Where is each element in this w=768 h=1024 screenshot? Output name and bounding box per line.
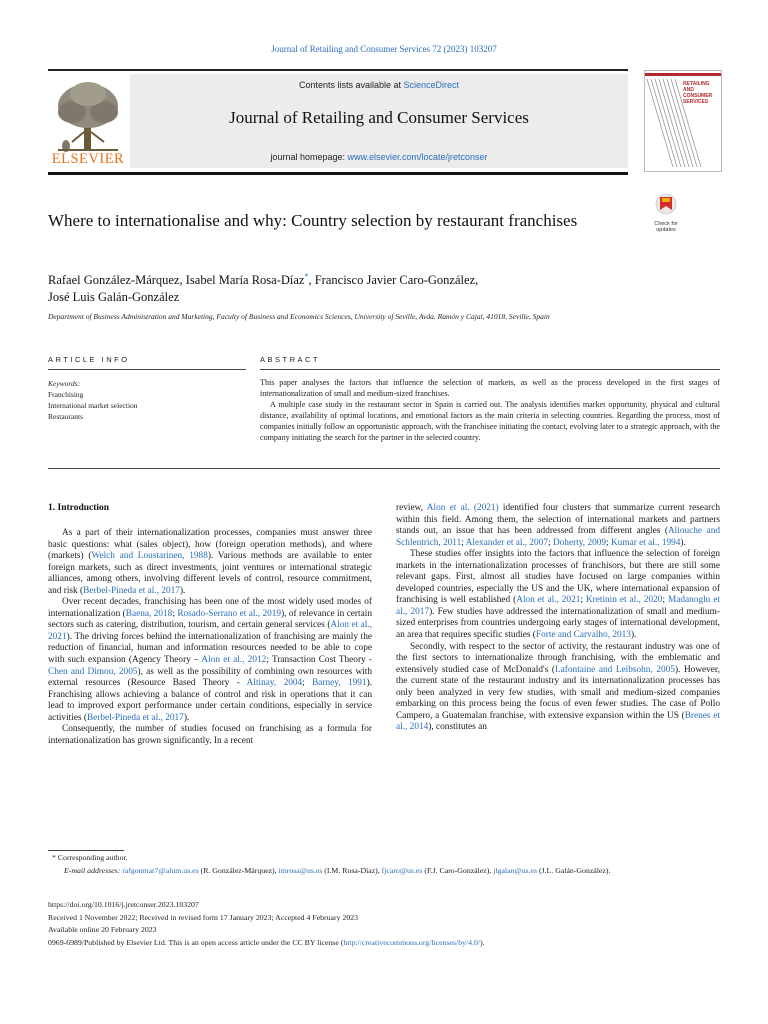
citation-link[interactable]: Alon et al., 2012 [201, 655, 267, 666]
citation-link[interactable]: Kumar et al., 1994 [610, 537, 681, 548]
article-title: Where to internationalise and why: Country selection by restaurant franchises [48, 211, 578, 230]
homepage-link[interactable]: www.elsevier.com/locate/jretconser [347, 152, 488, 162]
cover-title-line: SERVICES [683, 99, 709, 105]
check-updates-line: updates [656, 227, 676, 233]
citation-link[interactable]: Welch and Loustarinen, 1988 [91, 551, 208, 562]
header-bottom-rule [48, 172, 628, 175]
sciencedirect-link[interactable]: ScienceDirect [403, 80, 460, 90]
abstract-heading: ABSTRACT [260, 355, 321, 364]
email-list [122, 866, 610, 875]
license-line [48, 937, 720, 950]
body-paragraph: As a part of their internationalization processes, companies must answer three basic questions: what (sales object), how (foreign operation methods), and where (markets) (Welch and Loustarinen, 1988). Various methods are available to enter foreign markets, such as direct investments, joint ventures or international strategic alliances, among others, involving different levels of control, resource commitment, and risk (Berbel-Pineda et al., 2017). [48, 528, 372, 596]
affiliation: Department of Business Administration and Marketing, Faculty of Business and Economics Sciences, University of Seville, Avda. Ramón y Cajal, 41018, Seville, Spain [48, 312, 550, 321]
check-updates-label [646, 221, 686, 233]
authors-part-b: , Francisco Javier Caro-González, [308, 273, 479, 288]
citation-link[interactable]: Berbel-Pineda et al., 2017 [83, 585, 180, 596]
section-heading-introduction: 1. Introduction [48, 503, 110, 513]
article-info-rule [48, 369, 246, 370]
citation-link[interactable]: Doherty, 2009 [552, 537, 607, 548]
citation-link[interactable]: Berbel-Pineda et al., 2017 [86, 712, 184, 723]
abstract-paragraph-2: A multiple case study in the restaurant sector in Spain is carried out. The analysis identifies market opportunity, physical and cultural distance, availability of optimal locations, and emotional factors as the main criteria in selecting countries. Regarding the process, most of companies initially follow an opportunistic approach, with the franchisee initiating the contact, evolving later to a strategic approach, with the company initiating the search for the partner in the selected country. [260, 399, 720, 442]
keyword: Restaurants [48, 412, 83, 421]
authors-part-a: Rafael González-Márquez, Isabel María Rosa-Díaz [48, 273, 305, 288]
email-link[interactable]: imrosa@us.es [278, 866, 323, 875]
corresponding-author-mark[interactable]: * [304, 272, 309, 281]
citation-link[interactable]: Altinay, 2004 [246, 678, 303, 689]
keyword: Franchising [48, 390, 84, 399]
abstract-rule [260, 369, 720, 370]
citation-link[interactable]: Lafontaine and Leibsohn, 2005 [555, 664, 675, 675]
authors-line-2: José Luis Galán-González [48, 290, 180, 305]
received-dates: Received 1 November 2022; Received in revised form 17 January 2023; Accepted 4 February 2023 [48, 913, 359, 922]
keywords-label: Keywords: [48, 379, 81, 388]
citation-link[interactable]: Chen and Dimou, 2005 [48, 666, 138, 677]
header-top-rule [48, 69, 628, 71]
author-list [48, 268, 648, 306]
check-for-updates-badge[interactable] [646, 193, 686, 233]
available-online: Available online 20 February 2023 [48, 925, 157, 934]
body-column-right [396, 503, 720, 734]
email-owner: (J.L. Galán-González). [537, 866, 611, 875]
contents-line [130, 80, 628, 90]
cover-title-line: RETAILING [683, 81, 710, 87]
email-link[interactable]: rafgonmar7@alum.us.es [122, 866, 199, 875]
body-paragraph: Over recent decades, franchising has been one of the most widely used modes of internationalization (Baena, 2018; Rosado-Serrano et al., 2019), of relevance in certain sectors such as catering, distribution, tourism, and certain general services (Alon et al., 2021). The driving forces behind the internationalization of franchising are mainly the reduction of financial, human and information resources needed to be able to cope with such expansion (Agency Theory – Alon et al., 2012; Transaction Cost Theory - Chen and Dimou, 2005), as well as the possibility of combining own resources with external resources (Resource Based Theory - Altinay, 2004; Barney, 1991). Franchising allows achieving a balance of control and risk in operations that it can lead to improved export performance under certain conditions, especially in service activities (Berbel-Pineda et al., 2017). [48, 597, 373, 723]
article-info-heading: ARTICLE INFO [48, 355, 130, 364]
citation-link[interactable]: Alon et al., 2021 [48, 620, 373, 642]
email-link[interactable]: fjcaro@us.es [381, 866, 423, 875]
abstract-paragraph-1: This paper analyses the factors that influence the selection of markets, as well as the process developed in the first stages of internationalization of small and medium-sized franchises. [260, 378, 720, 398]
citation-link[interactable]: Baena, 2018 [125, 608, 173, 619]
email-owner: (R. González-Márquez), [198, 866, 279, 875]
bookmark-icon [646, 193, 686, 215]
keywords-block [48, 378, 248, 422]
email-footnote [48, 865, 720, 878]
keyword: International market selection [48, 401, 138, 410]
citation-link[interactable]: Madanoglu et al., 2017 [396, 595, 720, 617]
elsevier-logo [48, 72, 128, 170]
cover-title-line: CONSUMER [683, 93, 713, 99]
cover-title [683, 81, 719, 105]
abstract-body [260, 378, 720, 443]
journal-citation[interactable]: Journal of Retailing and Consumer Services 72 (2023) 103207 [271, 44, 497, 54]
elsevier-wordmark: ELSEVIER [51, 151, 125, 167]
journal-title: Journal of Retailing and Consumer Services [229, 108, 529, 127]
citation-link[interactable]: Kretinin et al., 2020 [585, 595, 663, 606]
corresponding-author-note: * Corresponding author. [52, 853, 128, 862]
homepage-line [130, 152, 628, 162]
cover-title-line: AND [683, 87, 694, 93]
citation-link[interactable]: Brenes et al., 2014 [396, 710, 720, 733]
citation-link[interactable]: Alexander et al., 2007 [465, 537, 549, 548]
homepage-prefix: journal homepage: [270, 152, 348, 162]
citation-link[interactable]: Barney, 1991 [312, 678, 367, 689]
email-label: E-mail addresses: [64, 866, 121, 875]
body-column-left [48, 528, 372, 747]
email-owner: (F.J. Caro-González), [422, 866, 494, 875]
license-prefix: 0969-6989/Published by Elsevier Ltd. This is an open access article under the CC BY license ( [48, 938, 344, 947]
citation-link[interactable]: Alon et al. (2021) [426, 503, 499, 513]
journal-cover-thumbnail [644, 70, 722, 172]
footnote-rule [48, 850, 124, 851]
body-paragraph: Secondly, with respect to the sector of activity, the restaurant industry was one of the first sectors to internationalize through franchising, with the emblematic and extensively studied case of McDonald's (Lafontaine and Leibsohn, 2005). However, the current state of the restaurant industry and its internationalization processes has only been analyzed in very few studies, with small and medium-sized companies embarking on this process being the focus of even fewer studies. The case of Pollo Campero, a Guatemalan franchise, with extensive expansion within the US (Brenes et al., 2014), constitutes an [396, 641, 720, 733]
body-paragraph: These studies offer insights into the factors that influence the selection of foreign markets in the internationalization processes of franchisors, but there are still some relevant gaps. First, almost all studies have focused on large companies within developed countries, especially the US and the UK, where international expansion of franchising is well established (Alon et al., 2021; Kretinin et al., 2020; Madanoglu et al., 2017). Few studies have addressed the internationalization of small and medium-sized enterprises from countries undergoing early stages of international development, an area that requires specific studies (Forte and Carvalho, 2013). [396, 549, 720, 641]
citation-link[interactable]: Forte and Carvalho, 2013 [535, 630, 631, 641]
doi-link[interactable]: https://doi.org/10.1016/j.jretconser.2023.103207 [48, 900, 199, 909]
body-paragraph: review, Alon et al. (2021) identified four clusters that summarize current research within this field. Among them, the selection of international markets and partners stands out, an issue that has been addressed from different angles (Aliouche and Schlentrich, 2011; Alexander et al., 2007; Doherty, 2009; Kumar et al., 1994). [396, 503, 720, 548]
email-owner: (I.M. Rosa-Díaz), [322, 866, 382, 875]
license-suffix: ). [480, 938, 485, 947]
contents-prefix: Contents lists available at [298, 80, 404, 90]
check-updates-line: Check for [654, 221, 678, 227]
body-paragraph: Consequently, the number of studies focused on franchising as a formula for internationalization has grown significantly. In a recent [48, 724, 372, 746]
citation-link[interactable]: Alon et al., 2021 [516, 595, 581, 606]
citation-link[interactable]: Aliouche and Schlentrich, 2011 [396, 526, 720, 548]
email-link[interactable]: jlgalan@us.es [493, 866, 538, 875]
citation-link[interactable]: Rosado-Serrano et al., 2019 [177, 608, 282, 619]
abstract-bottom-rule [48, 468, 720, 469]
license-link[interactable]: http://creativecommons.org/licenses/by/4.0/ [343, 938, 481, 947]
